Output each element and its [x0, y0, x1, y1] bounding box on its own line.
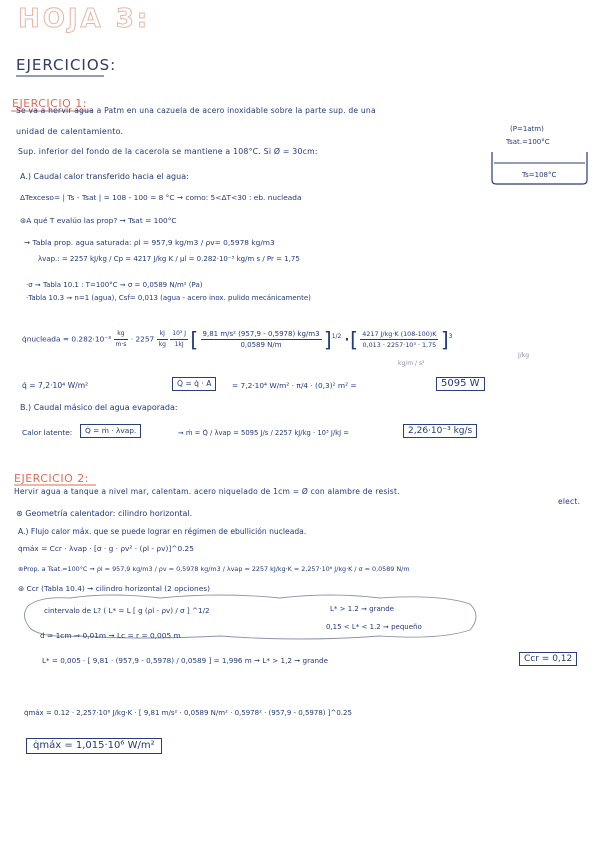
latent-calculation: ➞ ṁ = Q̇ / λvap = 5095 J/s / 2257 kJ/kg · 10³ J/kJ = [178, 429, 349, 437]
ex1-partB-title: B.) Caudal másico del agua evaporada: [20, 403, 178, 412]
Q-calculation: = 7,2·10⁴ W/m² · π/4 · (0,3)² m² = [232, 381, 357, 390]
ex1-statement-line3: Sup. inferior del fondo de la cacerola se mantiene a 108°C. Si Ø = 30cm: [18, 147, 318, 156]
qnuc-conversion: $\frac{\text{10³ J}}{1kJ}$ [172, 330, 186, 348]
ex1-eval-temp: ⊛A qué T evalúo las prop? ➞ Tsat = 100°C [20, 216, 177, 225]
diagram-pressure: (P=1atm) [510, 125, 544, 133]
lstar-small-case: 0,15 < L* < 1.2 ➞ pequeño [326, 623, 422, 631]
qnuc-bracket2-unit: J/kg [518, 352, 530, 359]
qnuc-bracket2: $\frac{4217 J/kg\cdot K (108-100)K}{\text{0,013 · 2257·10³ · 1,75}}$ [362, 330, 437, 349]
qnuc-exp2: 3 [448, 333, 453, 341]
lstar-large-case: L* > 1.2 ➞ grande [330, 605, 394, 613]
lstar-interval: cintervalo de L? ( L* = L [ g (ρl - ρv) / σ ] ^1/2 [44, 606, 210, 615]
ex2-heading: EJERCICIO 2: [14, 472, 89, 485]
ex2-partA-title: A.) Flujo calor máx. que se puede lograr en régimen de ebullición nucleada. [18, 527, 307, 536]
diagram-tsat: Tsat.=100°C [506, 138, 550, 146]
exercises-heading: EJERCICIOS: [16, 56, 117, 74]
ex1-table-line2: ·Tabla 10.3 ➞ n=1 (agua), Csf= 0,013 (agua - acero inox. pulido mecánicamente) [26, 294, 311, 302]
q-flux-result: q̇ = 7,2·10⁴ W/m² [22, 381, 89, 390]
qmax-formula: q̇máx = Ccr · λvap · [σ · g · ρv² · (ρl - ρv)]^0.25 [18, 544, 194, 553]
ex2-geometry: ⊛ Geometría calentador: cilindro horizontal. [16, 509, 193, 518]
ex1-props-line1: ➞ Tabla prop. agua saturada: ρl = 957,9 kg/m3 / ρv= 0,5978 kg/m3 [24, 238, 275, 247]
qnuc-exp1: 1/2 [331, 333, 342, 341]
qnuc-unit2: $\frac{kJ}{kg}$ [158, 330, 166, 348]
mass-flow-result-box: 2,26·10⁻³ kg/s [403, 424, 477, 438]
Q-result-box: 5095 W [436, 377, 485, 391]
ex2-statement-line1: Hervir agua a tanque a nivel mar, calentam. acero niquelado de 1cm = Ø con alambre de resist. [14, 487, 400, 496]
ccr-result-box: Ccr = 0,12 [519, 652, 577, 666]
lstar-calculation: L* = 0,005 · [ 9,81 · (957,9 - 0,5978) / 0,0589 ] = 1,996 m ➞ L* > 1,2 ➞ grande [42, 656, 329, 665]
qnuc-mid: · 2257 [130, 334, 155, 344]
qmax-calculation: q̇máx = 0.12 · 2,257·10⁶ J/kg·K · [ 9,81 m/s² · 0,0589 N/m² · 0,5978² · (957,9 - 0,5978) ]^0.25 [24, 709, 352, 717]
ex1-statement-line2: unidad de calentamiento. [16, 127, 124, 136]
page-title: HOJA 3: [18, 4, 151, 34]
qnuc-unit1: $\frac{kg}{m\cdot s}$ [115, 330, 127, 348]
ex1-delta-t: ΔTexceso= | Ts - Tsat | = 108 - 100 = 8 °C ➞ como: 5<ΔT<30 : eb. nucleada [20, 193, 302, 202]
latent-label: Calor latente: [22, 428, 73, 437]
ex1-props-line2: λvap.: = 2257 kJ/kg / Cp = 4217 J/kg K / μl = 0.282·10⁻³ kg/m s / Pr = 1,75 [38, 255, 300, 263]
ex1-partA-title: A.) Caudal calor transferido hacia el agua: [20, 172, 189, 181]
ex2-statement-line2: elect. [558, 497, 581, 506]
qnuc-bracket1-note: kg/m / s² [398, 360, 425, 367]
Q-formula-box: Q̇ = q̇ · A [172, 377, 216, 391]
latent-formula-box: Q̇ = ṁ · λvap. [80, 424, 141, 438]
ccr-table-line: ⊛ Ccr (Tabla 10.4) ➞ cilindro horizontal (2 opciones) [18, 584, 211, 593]
ex1-table-line1: ·σ ➞ Tabla 10.1 : T=100°C ➞ σ = 0,0589 N/m² (Pa) [26, 281, 203, 289]
diagram-ts: Ts=108°C [522, 171, 557, 179]
diameter-line: d = 1cm ⇒ 0,01m ➞ Lc = r = 0,005 m [40, 631, 181, 640]
ex2-properties: ⊛Prop. a Tsat.=100°C ➞ ρl = 957,9 kg/m3 / ρv = 0,5978 kg/m3 / λvap = 2257 kJ/kg·K = 2,257·10⁶ J/kg·K / σ = 0,0589 N/m [18, 565, 410, 573]
qnuc-bracket1: $\frac{\text{9,81 m/s² (957,9 - 0,5978) kg/m3}}{0,0589 N/m}$ [202, 330, 320, 349]
ex1-heading: EJERCICIO 1: [12, 97, 87, 110]
qnuc-equation: q̇nucleada = 0.282·10⁻³ $\frac{kg}{m\cdot s}$ · 2257 $\frac{kJ}{kg}$ $\frac{\text{10³ J}}{1kJ}$ [ $\frac{\text{9,81 m/s² (957,9 - 0,5978) kg/m3}}{0,0589 N/m}$ ]$^{1/2}$ ·[ $\frac{4217 J/kg\cdot K (108-100)K}{\text{0,013 · 2257·10³ · 1,75}}$ ]$^3$ [22, 327, 453, 352]
qmax-result-box: q̇máx = 1,015·10⁶ W/m² [26, 738, 162, 754]
ex1-statement-line1: Se va a hervir agua a Patm en una cazuela de acero inoxidable sobre la parte sup. de una [16, 106, 376, 115]
qnuc-lhs: q̇nucleada = 0.282·10⁻³ [22, 334, 112, 344]
